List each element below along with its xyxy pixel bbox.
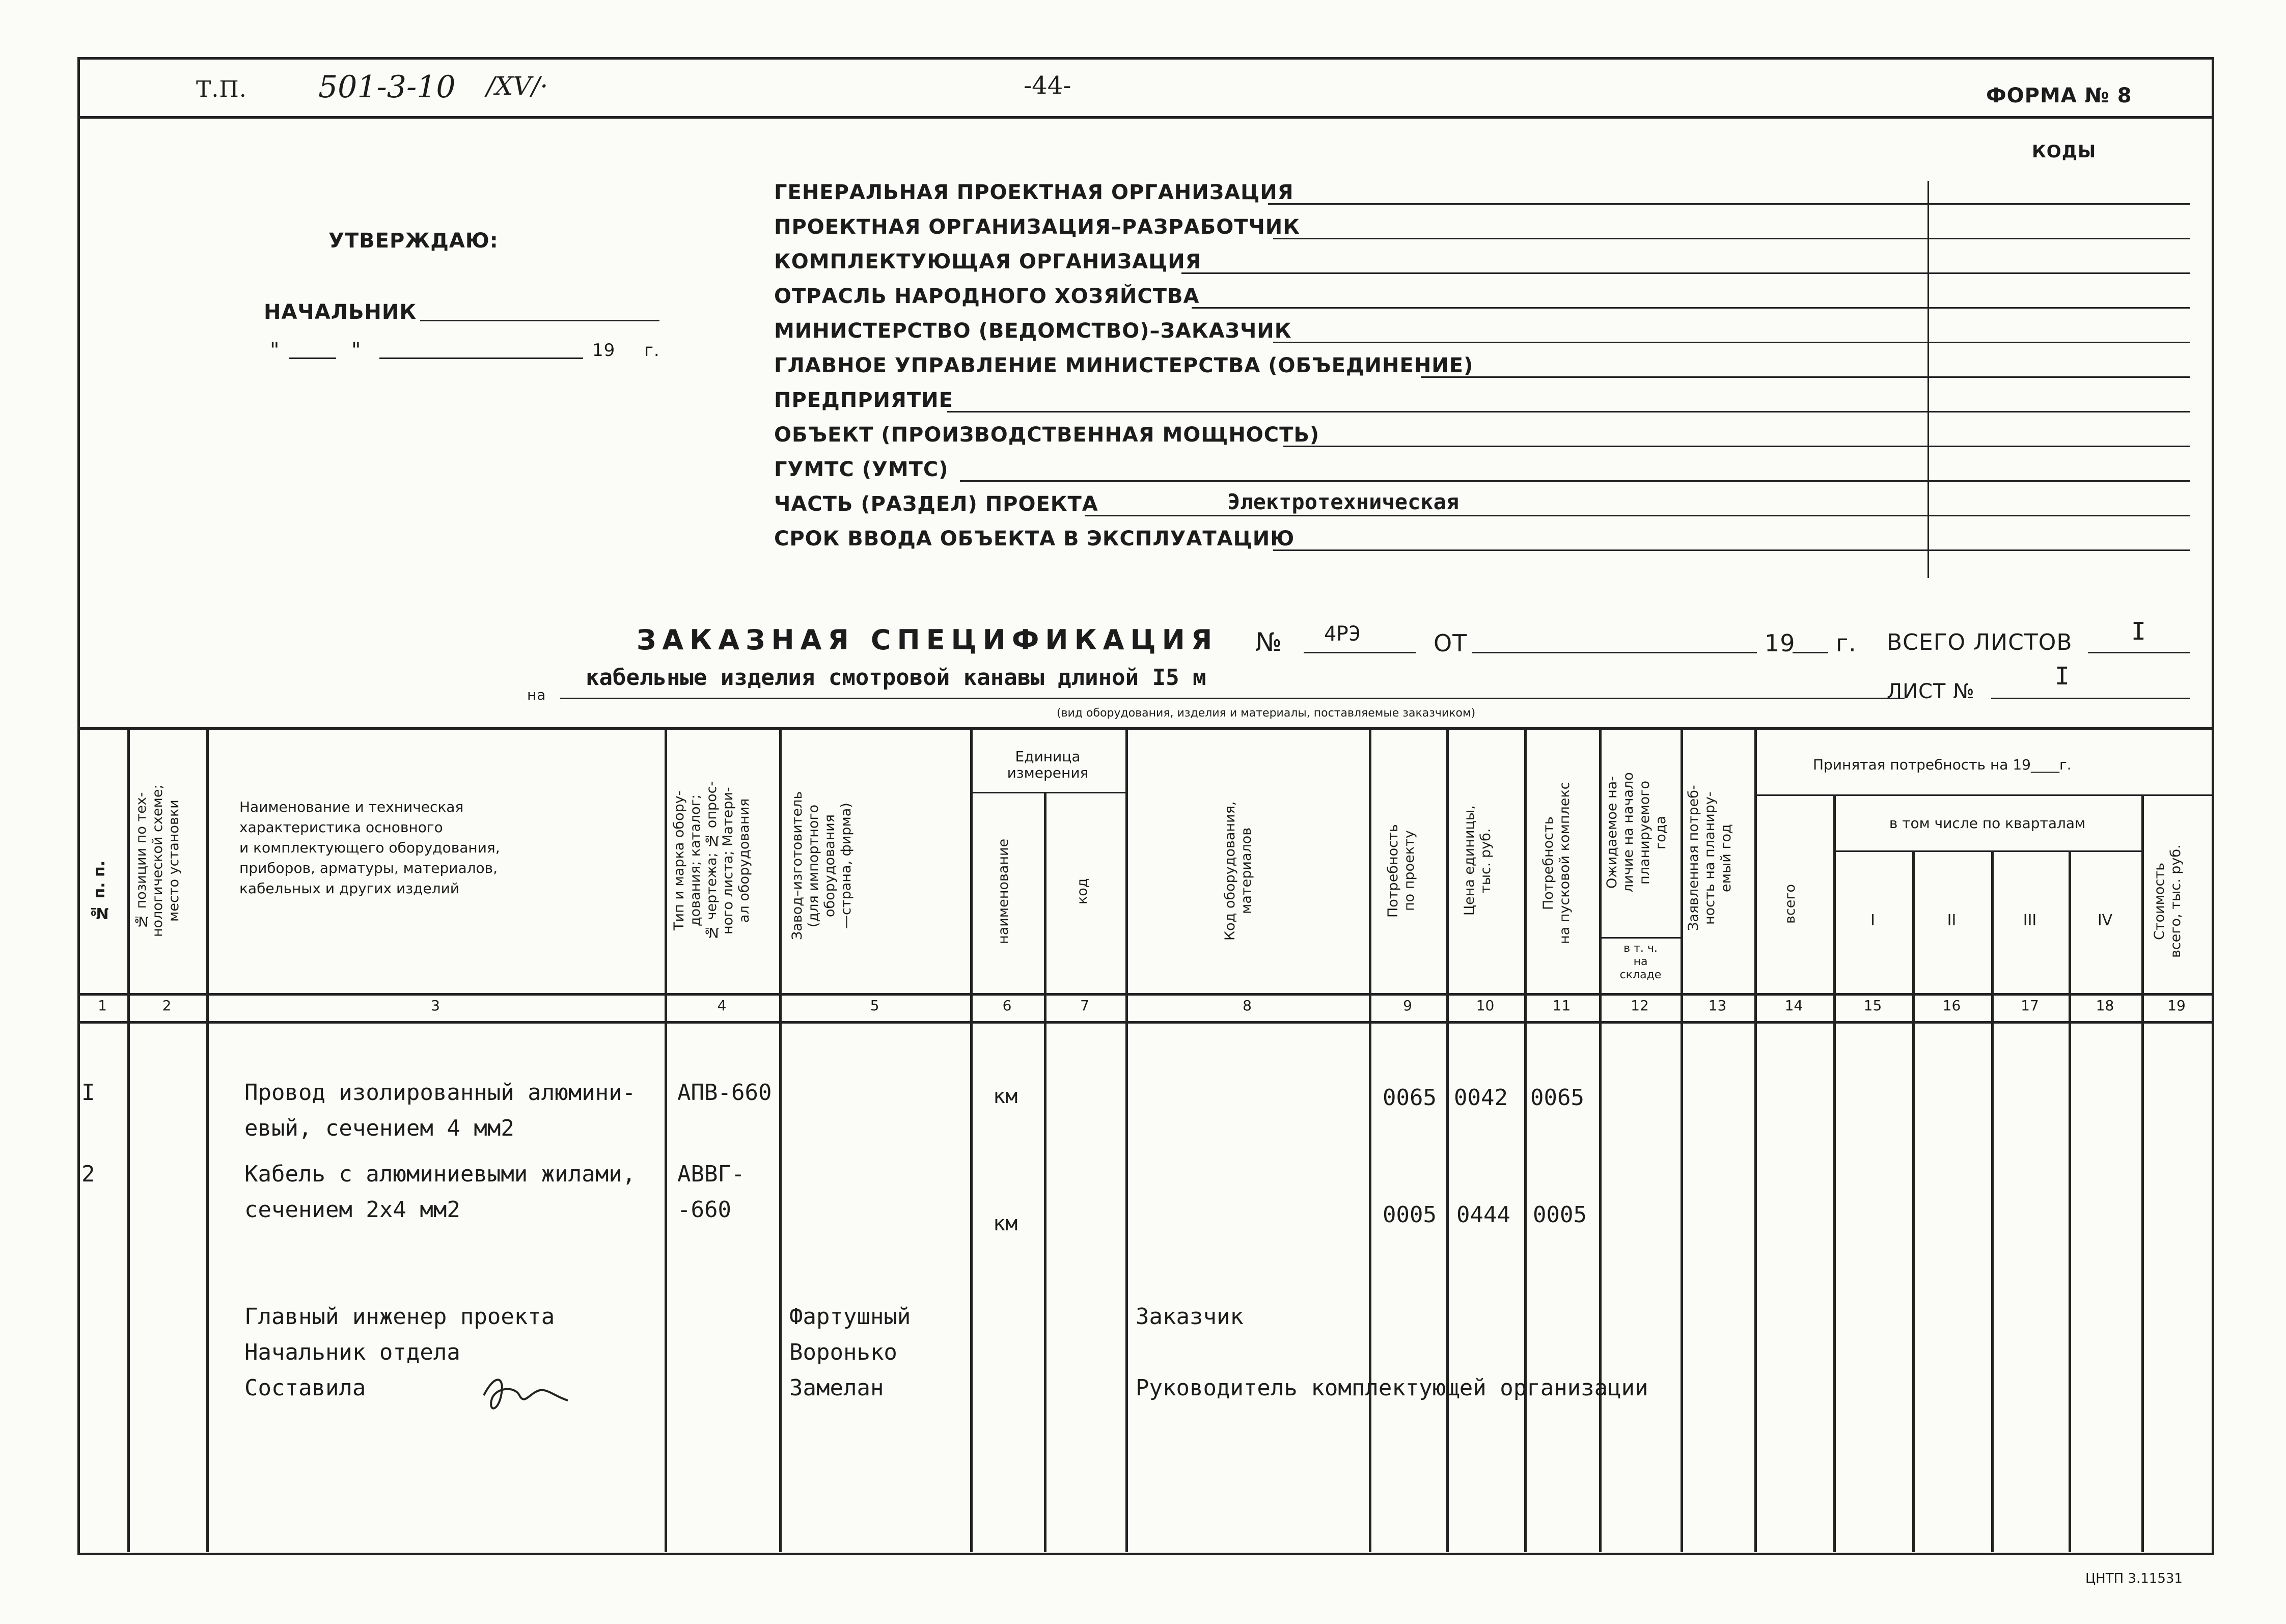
column-number: 3: [431, 997, 440, 1014]
spec-subject: кабельные изделия смотровой канавы длиной I5 м: [586, 665, 1206, 691]
column-number: 8: [1243, 997, 1252, 1014]
codes-divider: [1927, 181, 1929, 578]
org-field-line: [1085, 515, 2190, 516]
row1-name-line1: Провод изолированный алюмини-: [244, 1080, 636, 1106]
column-number: 4: [717, 997, 727, 1014]
col-header-3: Наименование и техническая характеристика основного и комплектующего оборудования, приборов, арматуры, материалов, кабельных и других изделий: [239, 799, 500, 897]
col-header-11: Потребность на пусковой комплекс: [1540, 782, 1573, 945]
col-line: [1446, 727, 1449, 1552]
org-field-label: МИНИСТЕРСТВО (ВЕДОМСТВО)–ЗАКАЗЧИК: [774, 319, 1292, 343]
col-header-18: IV: [2097, 912, 2113, 929]
column-number: 13: [1708, 997, 1727, 1014]
spec-on-label: на: [527, 686, 546, 703]
col-header-4: Тип и марка обору- дования; каталог; № чертежа; № опрос- ного листа; Матери- ал оборудования: [671, 781, 752, 941]
row2-need: 0005: [1383, 1202, 1437, 1228]
org-field-line: [1192, 307, 2190, 309]
page-number: -44-: [1024, 71, 1071, 100]
org-field-label: СРОК ВВОДА ОБЪЕКТА В ЭКСПЛУАТАЦИЮ: [774, 527, 1295, 550]
col-line: [970, 727, 973, 1552]
chief-signature-line: [420, 320, 659, 321]
date-quote-open: ": [270, 339, 280, 362]
row2-launch: 0005: [1533, 1202, 1587, 1228]
org-field-label: КОМПЛЕКТУЮЩАЯ ОРГАНИЗАЦИЯ: [774, 250, 1202, 273]
table-colnum-bottom: [77, 1021, 2212, 1024]
col-line: [1681, 727, 1683, 1552]
org-field-line: [1268, 203, 2190, 205]
sheet-label: ЛИСТ №: [1887, 680, 1975, 703]
spec-number-label: №: [1255, 627, 1283, 657]
org-field-line: [1273, 342, 2190, 343]
col-header-7: код: [1075, 878, 1090, 904]
col-header-12b: в т. ч. на складе: [1619, 942, 1662, 981]
spec-year-suffix: г.: [1836, 629, 1857, 657]
form-label: ФОРМА № 8: [1986, 84, 2132, 107]
row2-name-line1: Кабель с алюминиевыми жилами,: [244, 1161, 636, 1187]
col-header-6: наименование: [996, 838, 1011, 944]
col-header-10: Цена единицы, тыс. руб.: [1462, 805, 1494, 916]
header-divider: [77, 116, 2212, 119]
row1-unit: км: [993, 1085, 1018, 1108]
row1-price: 0042: [1454, 1085, 1508, 1111]
col-header-17: III: [2023, 912, 2037, 929]
sig-compiled: Составила: [244, 1375, 366, 1401]
col-header-16: II: [1947, 912, 1957, 929]
org-field-line: [1421, 376, 2190, 378]
row1-launch: 0065: [1530, 1085, 1584, 1111]
org-field-label: ПРЕДПРИЯТИЕ: [774, 389, 953, 412]
col-line: [1754, 727, 1757, 1552]
org-field-label: ОТРАСЛЬ НАРОДНОГО ХОЗЯЙСТВА: [774, 285, 1200, 308]
sig-org-head: Руководитель комплектующей организации: [1136, 1375, 1648, 1401]
org-field-label: ГЕНЕРАЛЬНАЯ ПРОЕКТНАЯ ОРГАНИЗАЦИЯ: [774, 181, 1294, 204]
sig-customer: Заказчик: [1136, 1304, 1244, 1330]
total-sheets-label: ВСЕГО ЛИСТОВ: [1887, 629, 2073, 655]
col-header-9: Потребность по проекту: [1385, 824, 1417, 918]
col-line: [1912, 850, 1915, 1552]
row2-price: 0444: [1456, 1202, 1510, 1228]
quarters-group-header: в том числе по кварталам: [1889, 815, 2086, 832]
row2-unit: км: [993, 1212, 1018, 1235]
org-field-label: ЧАСТЬ (РАЗДЕЛ) ПРОЕКТА: [774, 492, 1098, 516]
org-field-line: [1273, 549, 2190, 551]
table-top: [77, 727, 2212, 730]
col-line: [206, 727, 209, 1552]
col-header-14: всего: [1782, 884, 1798, 924]
col-line: [665, 727, 667, 1552]
sig-dept-head: Начальник отдела: [244, 1339, 460, 1365]
row1-num: I: [81, 1080, 95, 1106]
org-field-label: ГУМТС (УМТС): [774, 458, 949, 481]
org-field-line: [947, 411, 2190, 412]
column-number: 5: [870, 997, 879, 1014]
accepted-group-line: [1754, 794, 2212, 796]
col-header-1: № п. п.: [91, 860, 108, 922]
col-line: [1125, 727, 1128, 1552]
spec-number: 4РЭ: [1324, 622, 1361, 646]
row1-need: 0065: [1383, 1085, 1437, 1111]
total-sheets-value: I: [2131, 617, 2146, 646]
date-year-suffix: г.: [644, 340, 660, 361]
spec-date-line: [1472, 652, 1757, 653]
spec-title: ЗАКАЗНАЯ СПЕЦИФИКАЦИЯ: [637, 624, 1219, 656]
col-header-8: Код оборудования, материалов: [1222, 801, 1254, 941]
column-number: 16: [1942, 997, 1961, 1014]
column-number: 9: [1403, 997, 1412, 1014]
column-number: 17: [2021, 997, 2039, 1014]
spec-subject-line: [560, 698, 1905, 699]
column-number: 19: [2167, 997, 2186, 1014]
col-header-13: Заявленная потреб- ность на планиру- емый год: [1686, 785, 1734, 931]
col-header-2: № позиции по тех- нологической схеме; место установки: [133, 784, 182, 937]
column-number: 12: [1631, 997, 1649, 1014]
tp-suffix: /XV/·: [486, 71, 548, 101]
codes-label: КОДЫ: [2032, 142, 2097, 162]
column-number: 1: [98, 997, 107, 1014]
col-line: [1833, 794, 1836, 1552]
org-field-line: [960, 480, 2190, 482]
col-header-5: Завод–изготовитель (для импортного оборудования —страна, фирма): [789, 791, 854, 941]
org-field-value: Электротехническая: [1227, 489, 1459, 514]
spec-year-line: [1793, 652, 1828, 653]
spec-subject-caption: (вид оборудования, изделия и материалы, поставляемые заказчиком): [1057, 707, 1476, 720]
total-sheets-line: [2088, 652, 2190, 653]
tp-label: Т.П.: [196, 76, 247, 102]
column-number: 10: [1476, 997, 1495, 1014]
row2-num: 2: [81, 1161, 95, 1187]
row2-type-line1: АВВГ-: [677, 1161, 745, 1187]
footer-stamp: ЦНТП 3.11531: [2085, 1571, 2183, 1586]
col-line: [1044, 792, 1046, 1552]
sig-name2: Воронько: [789, 1339, 897, 1365]
col-line: [779, 727, 782, 1552]
spec-year-label: 19: [1765, 629, 1796, 657]
col-header-15: I: [1870, 912, 1875, 929]
column-number: 11: [1552, 997, 1571, 1014]
col-header-12: Ожидаемое на- личие на начало планируемого года: [1604, 772, 1669, 893]
date-year-prefix: 19: [592, 340, 616, 361]
column-number: 18: [2096, 997, 2114, 1014]
row2-type-line2: -660: [677, 1197, 731, 1223]
org-field-label: ПРОЕКТНАЯ ОРГАНИЗАЦИЯ–РАЗРАБОТЧИК: [774, 215, 1300, 239]
col-line: [1369, 727, 1371, 1552]
spec-number-line: [1304, 652, 1416, 653]
org-field-line: [1181, 272, 2190, 274]
handwritten-signature: [479, 1365, 581, 1421]
col-line: [2069, 850, 2071, 1552]
column-number: 6: [1002, 997, 1012, 1014]
spec-from-label: ОТ: [1434, 629, 1468, 657]
unit-group-header: Единица измерения: [1007, 748, 1089, 781]
sig-name3: Замелан: [789, 1375, 884, 1401]
sig-name1: Фартушный: [789, 1304, 911, 1330]
sheet-line: [1991, 698, 2190, 699]
org-field-line: [1283, 446, 2190, 447]
table-header-bottom: [77, 993, 2212, 996]
unit-group-line: [970, 792, 1125, 793]
org-field-label: ГЛАВНОЕ УПРАВЛЕНИЕ МИНИСТЕРСТВА (ОБЪЕДИНЕНИЕ): [774, 354, 1474, 377]
col-line: [1524, 727, 1527, 1552]
col-line: [2141, 794, 2144, 1552]
chief-label: НАЧАЛЬНИК: [264, 300, 417, 324]
accepted-group-header: Принятая потребность на 19____г.: [1813, 756, 2072, 773]
column-number: 15: [1863, 997, 1882, 1014]
org-field-label: ОБЪЕКТ (ПРОИЗВОДСТВЕННАЯ МОЩНОСТЬ): [774, 423, 1320, 447]
date-day-line: [289, 357, 336, 359]
row1-name-line2: евый, сечением 4 мм2: [244, 1115, 514, 1141]
column-number: 2: [162, 997, 172, 1014]
column-number: 14: [1784, 997, 1803, 1014]
warehouse-line: [1599, 937, 1681, 939]
col-header-19: Стоимость всего, тыс. руб.: [2152, 844, 2184, 958]
date-quote-close: ": [351, 339, 362, 362]
date-month-line: [379, 357, 583, 359]
quarters-group-line: [1833, 850, 2141, 852]
col-line: [127, 727, 130, 1552]
col-line: [1599, 727, 1602, 1552]
sheet-value: I: [2055, 662, 2070, 691]
col-line: [1991, 850, 1994, 1552]
column-number: 7: [1080, 997, 1089, 1014]
tp-number: 501-3-10: [318, 69, 456, 105]
org-field-line: [1273, 238, 2190, 239]
row1-type: АПВ-660: [677, 1080, 772, 1106]
row2-name-line2: сечением 2х4 мм2: [244, 1197, 460, 1223]
approve-label: УТВЕРЖДАЮ:: [328, 229, 499, 253]
sig-chief-engineer: Главный инженер проекта: [244, 1304, 555, 1330]
